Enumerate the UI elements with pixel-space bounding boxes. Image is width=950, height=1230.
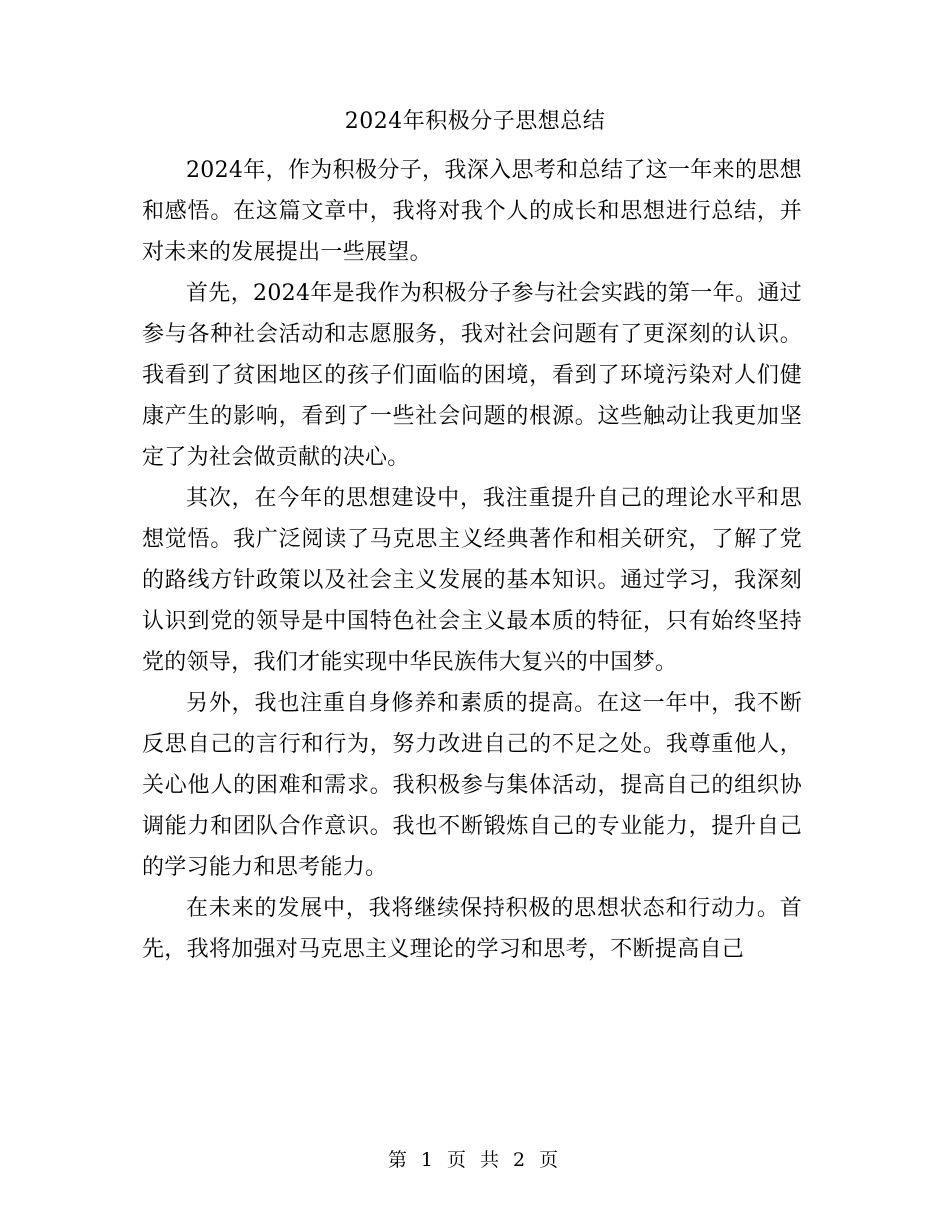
- paragraph-1: 2024年，作为积极分子，我深入思考和总结了这一年来的思想和感悟。在这篇文章中，我将对我个人的成长和思想进行总结，并对未来的发展提出一些展望。: [142, 158, 802, 265]
- page-footer: 第 1 页 共 2 页: [387, 1149, 563, 1171]
- document-body: [142, 150, 802, 970]
- paragraph-4: 另外，我也注重自身修养和素质的提高。在这一年中，我不断反思自己的言行和行为，努力改进自己的不足之处。我尊重他人，关心他人的困难和需求。我积极参与集体活动，提高自己的组织协调能力和团队合作意识。我也不断锻炼自己的专业能力，提升自己的学习能力和思考能力。: [142, 691, 802, 880]
- document-title: 2024年积极分子思想总结: [344, 109, 606, 134]
- paragraph-2: 首先，2024年是我作为积极分子参与社会实践的第一年。通过参与各种社会活动和志愿服务，我对社会问题有了更深刻的认识。我看到了贫困地区的孩子们面临的困境，看到了环境污染对人们健康产生的影响，看到了一些社会问题的根源。这些触动让我更加坚定了为社会做贡献的决心。: [142, 281, 802, 470]
- paragraph-5: 在未来的发展中，我将继续保持积极的思想状态和行动力。首先，我将加强对马克思主义理论的学习和思考，不断提高自己: [142, 896, 802, 962]
- paragraph-3: 其次，在今年的思想建设中，我注重提升自己的理论水平和思想觉悟。我广泛阅读了马克思主义经典著作和相关研究，了解了党的路线方针政策以及社会主义发展的基本知识。通过学习，我深刻认识到党的领导是中国特色社会主义最本质的特征，只有始终坚持党的领导，我们才能实现中华民族伟大复兴的中国梦。: [142, 486, 802, 675]
